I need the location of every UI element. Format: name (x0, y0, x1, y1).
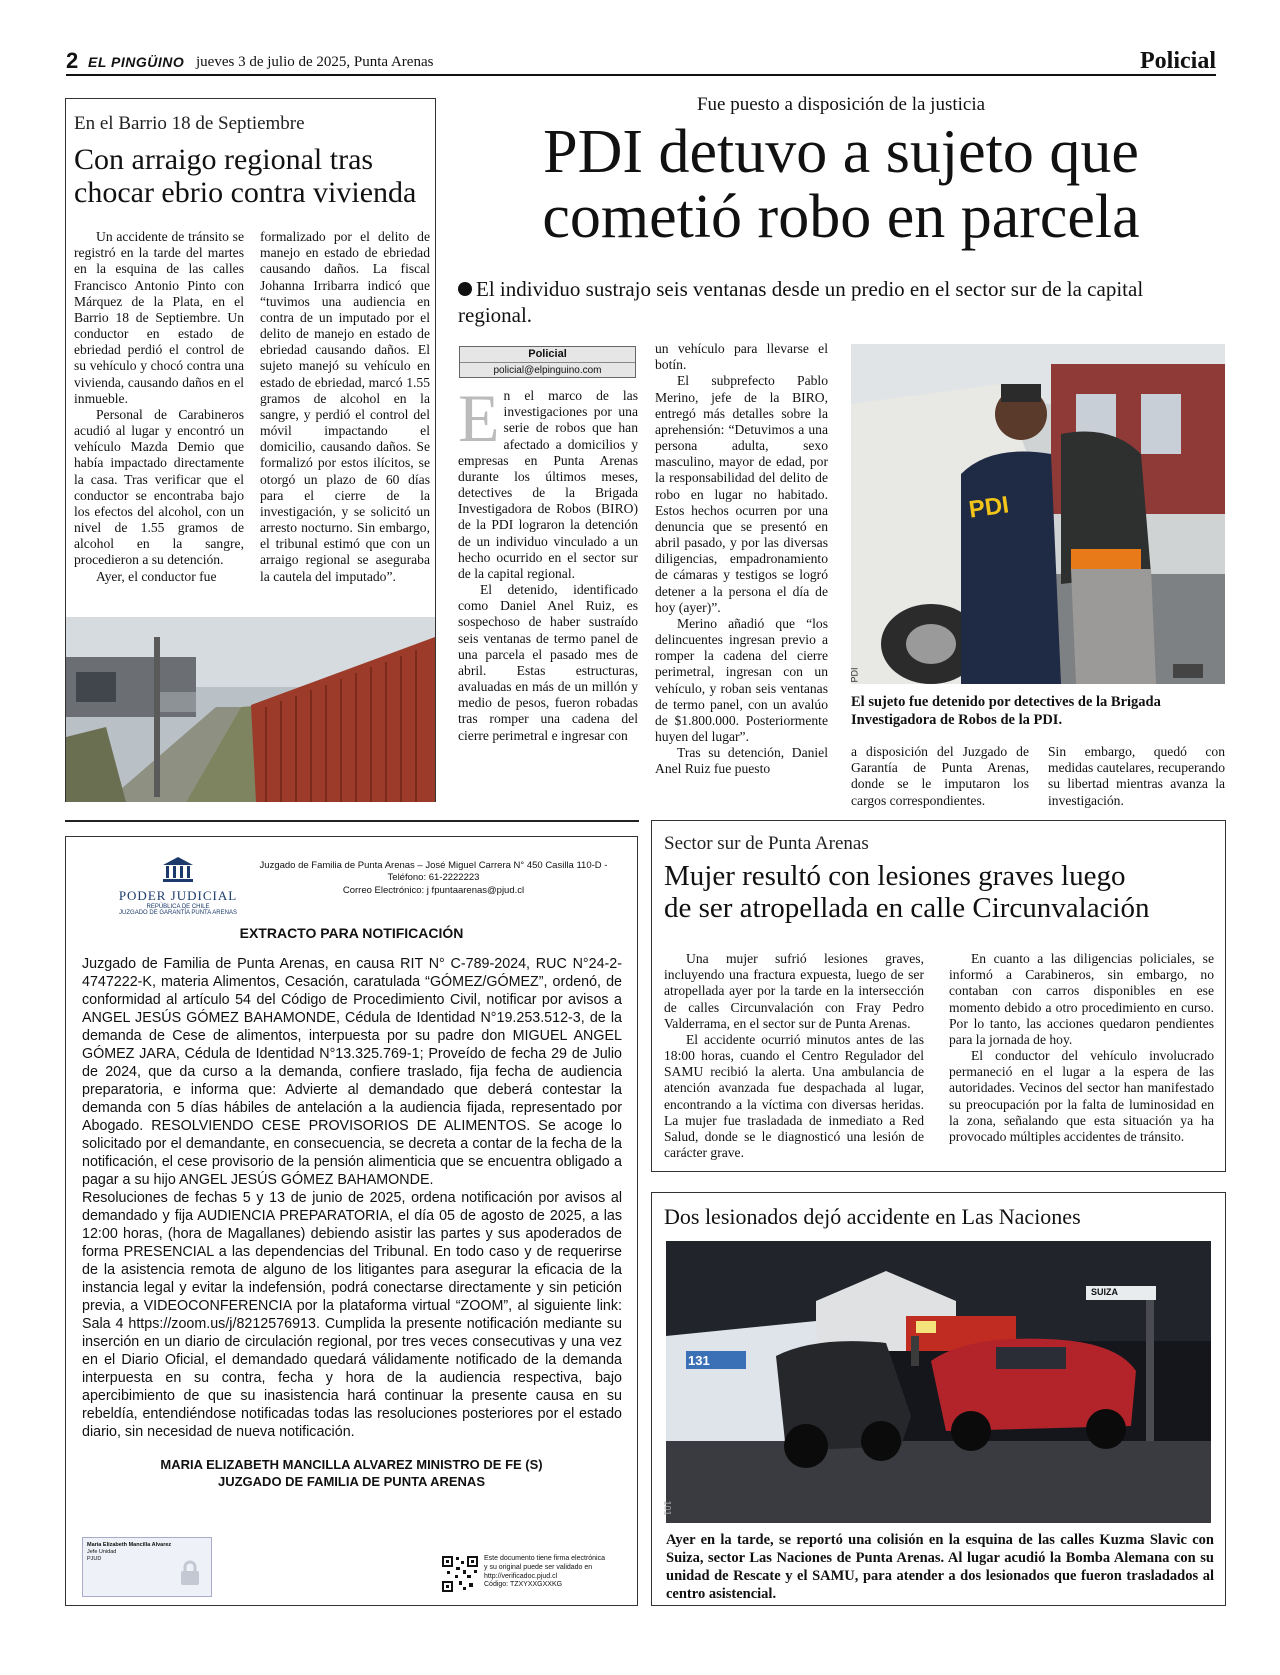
paragraph: Merino añadió que “los delincuentes ingresan previo a romper la cadena del cierre perimetral, ingresan con un vehículo, y roban seis ventanas de termo panel, con un avalúo de $1.800.000. Posteriormente huyen del lugar”. (655, 615, 828, 745)
e-signature-stamp (82, 1537, 212, 1597)
main-kicker: Fue puesto a disposición de la justicia (696, 94, 986, 115)
paragraph: formalizado por el delito de manejo en estado de ebriedad causando daños. La fiscal Johanna Irribarra indicó que “tuvimos una audiencia en contra de un imputado por el delito de manejo en estado de ebriedad causando daños. El sujeto manejó su vehículo en estado de ebriedad, marcó 1.55 gramos de alcohol en la sangre, y perdió el control del móvil impactando el domicilio, causando daños. Se formalizó por estos ilícitos, se otorgó un plazo de 60 días para el cierre de la investigación, y se solicitó un arresto nocturno. Sin embargo, el tribunal estimó que con un arraigo regional se aseguraba la cautela del imputado”. (260, 229, 430, 584)
article-column (655, 341, 828, 778)
photo-credit: 101 (662, 1500, 673, 1516)
paragraph: En cuanto a las diligencias policiales, se informó a Carabineros, sin embargo, no contaban con carros disponibles en ese momento debido a otro procedimiento en curso. Por lo tanto, las acciones quedaron pendientes para la jornada de hoy. (949, 951, 1214, 1047)
paragraph: un vehículo para llevarse el botín. (655, 341, 828, 373)
collision-illustration (666, 1241, 1211, 1523)
paragraph: Una mujer sufrió lesiones graves, incluyendo una fractura expuesta, luego de ser atropellada ayer por la tarde en la intersección de calles Circunvalación con Fray Pedro Valderrama, en el sector sur de Punta Arenas. (664, 951, 924, 1031)
byline-box (459, 346, 636, 378)
notice-signature (66, 1457, 637, 1491)
pdi-jacket-label: PDI (967, 491, 1011, 524)
paragraph: Personal de Carabineros acudió al lugar y encontró un vehículo Mazda Demio que había impactado directamente la casa. Tras verificar que el conductor se encontraba bajo los efectos del alcohol, con un nivel de 1.55 gramos de alcohol en la sangre, procedieron a su detención. (74, 406, 244, 568)
lead-text: El individuo sustrajo seis ventanas desde un predio en el sector sur de la capital regional. (458, 277, 1144, 328)
court-email: Correo Electrónico: j fpuntaarenas@pjud.cl (342, 884, 525, 896)
legal-notice (65, 836, 638, 1606)
bullet-icon (458, 282, 472, 296)
signature-court: JUZGADO DE FAMILIA DE PUNTA ARENAS (218, 1473, 485, 1489)
article-column (260, 229, 430, 585)
paragraph: n el marco de las investigaciones por una serie de robos que han afectado a domicilios y empresas en Punta Arenas durante los últimos meses, detectives de la Brigada Investigadora de Robos (BIRO) de la PDI lograron la detención de un individuo vinculado a un hecho ocurrido en el sector sur de la capital regional. (458, 388, 638, 581)
article-collision (651, 1192, 1226, 1606)
logo-subtitle: JUZGADO DE GARANTÍA PUNTA ARENAS (119, 910, 237, 916)
photo-credit: PDI (849, 667, 860, 683)
stamp-org: PJUD (87, 1556, 102, 1563)
date-line: jueves 3 de julio de 2025, Punta Arenas (196, 54, 434, 70)
article-headline: Dos lesionados dejó accidente en Las Naciones (664, 1204, 1081, 1229)
headline-line: Mujer resultó con lesiones graves luego (664, 860, 1126, 892)
main-headline (456, 120, 1226, 250)
verify-line: y su original puede ser validado en (484, 1563, 593, 1571)
pdi-arrest-illustration (851, 344, 1225, 684)
notice-divider (65, 820, 639, 822)
paragraph: Sin embargo, quedó con medidas cautelares, recuperando su libertad mientras avanza la investigación. (1048, 744, 1226, 808)
article-column (851, 744, 1029, 809)
headline-line: Con arraigo regional tras (74, 143, 374, 176)
courthouse-icon (161, 855, 195, 883)
house-crash-illustration (66, 617, 435, 802)
paragraph: El detenido, identificado como Daniel Anel Ruiz, es sospechoso de haber sustraído seis ventanas de termo panel de una parcela el pasado mes de abril. Estas estructuras, avaluadas en más de un millón y medio de pesos, fueron robadas tras romper una cadena del cierre perimetral e ingresar con (458, 582, 638, 743)
paragraph: a disposición del Juzgado de Garantía de Punta Arenas, donde se le imputaron los cargos correspondientes. (851, 744, 1029, 808)
main-lead (458, 276, 1178, 329)
header-rule (66, 74, 1216, 76)
byline-email: policial@elpinguino.com (493, 365, 602, 376)
logo-subtitle: REPÚBLICA DE CHILE (146, 904, 210, 910)
dropcap: E (458, 380, 500, 456)
stamp-name: Maria Elizabeth Mancilla Alvarez (87, 1542, 172, 1548)
article-column (949, 951, 1214, 1145)
verify-url: http://verificadoc.pjud.cl (484, 1572, 558, 1580)
article-headline (74, 143, 434, 209)
signature-name: MARIA ELIZABETH MANCILLA ALVAREZ MINISTRO DE FE (S) (160, 1457, 543, 1472)
article-pedestrian (651, 820, 1226, 1172)
article-kicker: Sector sur de Punta Arenas (664, 833, 869, 854)
article-column (664, 951, 924, 1161)
notice-title: EXTRACTO PARA NOTIFICACIÓN (239, 925, 464, 941)
notice-paragraph: Juzgado de Familia de Punta Arenas, en causa RIT N° C-789-2024, RUC N°24-2-4747222-K, materia Alimentos, Cesación, caratulada “GÓMEZ/GÓMEZ”, ordenó, de conformidad al artículo 54 del Código de Procedimiento Civil, notificar por avisos a ANGEL JESÚS GÓMEZ BAHAMONDE, Cédula de Identidad N°19.253.512-3, de la demanda de Cese de alimentos, interpuesta por su padre don MIGUEL ANGEL GÓMEZ JARA, Cédula de Identidad N°13.325.769-1; Proveído de fecha 29 de Julio de 2024, que da curso a la demanda, confiere traslado, fija fecha de audiencia preparatoria, e informa que: Advierte al demandado que deberá contestar la demanda con 5 días hábiles de antelación a la audiencia fijada, representado por Abogado. RESOLVIENDO CESE PROVISORIOS DE ALIMENTOS. Se acoge lo solicitado por el demandante, en consecuencia, se decreta a contar de la fecha de la notificación, el cese provisorio de la pensión alimenticia que se encuentra obligado a pagar a su hijo ANGEL JESÚS GÓMEZ BAHAMONDE. (82, 956, 622, 1188)
notice-body (82, 955, 622, 1441)
headline-line: cometió robo en parcela (542, 183, 1140, 252)
ambulance-number: 131 (688, 1353, 710, 1368)
lock-icon (179, 1560, 201, 1586)
page-number: 2 (66, 48, 79, 73)
paragraph: El conductor del vehículo involucrado permaneció en el lugar a la espera de las autoridades. Vecinos del sector han manifestado su preocupación por la falta de luminosidad en la zona, señalando que esta situación ya ha provocado múltiples accidentes de tránsito. (949, 1048, 1214, 1144)
article-column (458, 380, 638, 744)
headline-line: chocar ebrio contra vivienda (74, 176, 417, 209)
photo-caption: Ayer en la tarde, se reportó una colisión en la esquina de las calles Kuzma Slavic con Suiza, sector Las Naciones de Punta Arenas. Al lugar acudió la Bomba Alemana con su unidad de Rescate y el SAMU, para atender a dos lesionados que fueron trasladados al centro asistencial. (666, 1532, 1214, 1603)
paragraph: Un accidente de tránsito se registró en la tarde del martes en la esquina de las calles Francisco Antonio Pinto con Márquez de la Plata, en el Barrio 18 de Septiembre. Un conductor en estado de ebriedad perdió el control de su vehículo y chocó contra una vivienda, causando daños en el inmueble. (74, 229, 244, 406)
newspaper-logo: EL PINGÜINO (88, 54, 185, 70)
stamp-role: Jefe Unidad (87, 1549, 117, 1556)
paragraph: El accidente ocurrió minutos antes de las 18:00 horas, cuando el Centro Regulador del SAMU recibió la alerta. Una ambulancia de atención avanzada fue despachada al lugar, encontrando a la víctima con diversas heridas. La mujer fue trasladada de inmediato a Red Salud, donde se le diagnosticó una lesión de carácter grave. (664, 1031, 924, 1161)
section-title: Policial (1140, 48, 1216, 74)
street-sign: SUIZA (1091, 1287, 1118, 1297)
verify-info (484, 1555, 634, 1590)
photo-caption: El sujeto fue detenido por detectives de la Brigada Investigadora de Robos de la PDI. (851, 694, 1161, 729)
verify-code: Código: TZXYXXGXXKG (484, 1581, 563, 1589)
article-column (1048, 744, 1225, 809)
byline-section: Policial (460, 347, 635, 363)
logo-title: PODER JUDICIAL (118, 888, 238, 903)
headline-line: PDI detuvo a sujeto que (543, 118, 1139, 186)
article-headline (664, 861, 1224, 925)
article-column (74, 229, 244, 585)
article-kicker: En el Barrio 18 de Septiembre (74, 113, 305, 134)
paragraph: Ayer, el conductor fue (96, 568, 217, 584)
court-phone: Teléfono: 61-2222223 (387, 872, 480, 884)
court-line: Juzgado de Familia de Punta Arenas – José Miguel Carrera N° 450 Casilla 110-D - (259, 860, 608, 871)
house-crash-photo (66, 617, 435, 802)
paragraph: Tras su detención, Daniel Anel Ruiz fue puesto (655, 745, 828, 777)
article-drunk-driver (65, 98, 436, 802)
paragraph: El subprefecto Pablo Merino, jefe de la BIRO, entregó más detalles sobre la aprehensión: “Detuvimos a una persona adulta, sexo masculino, mayor de edad, por la responsabilidad del delito de robo en lugar no habitado. Estos hechos ocurren por una denuncia que se presentó en abril pasado, y por las diversas diligencias, empadronamiento de cámaras y testigos se logró detener a la persona el día de hoy (ayer)”. (655, 373, 828, 615)
qr-code-icon (441, 1555, 479, 1593)
collision-photo (662, 1241, 1211, 1523)
headline-line: de ser atropellada en calle Circunvalación (664, 891, 1150, 924)
court-address (236, 860, 631, 897)
pdi-arrest-photo (851, 344, 1225, 684)
notice-paragraph: Resoluciones de fechas 5 y 13 de junio de 2025, ordena notificación por avisos al demandado y fija AUDIENCIA PREPARATORIA, el día 05 de agosto de 2025, a las 12:00 horas, (hora de Magallanes) debiendo asistir las partes y sus apoderados de forma PRESENCIAL a las dependencias del Tribunal. En todo caso y de requerirse de la asistencia remota de alguno de los litigantes para asegurar la eficacia de la instancia legal y evitar la indefensión, podrá conectarse directamente y sin petición previa, a VIDEOCONFERENCIA por la plataforma virtual “ZOOM”, al siguiente link: Sala 4 https://zoom.us/j/8212576913. Cumplida la presente notificación mediante su inserción en un diario de circulación regional, por tres veces consecutivas y una vez en el Diario Oficial, el demandado quedará válidamente notificado de la demanda interpuesta en su contra, fecha y hora de la audiencia respectiva, bajo apercibimiento de que su inasistencia hará continuar la presente causa en su rebeldía, entendiéndose notificadas todas las resoluciones posteriores por el estado diario, sin necesidad de nueva notificación. (82, 1190, 622, 1440)
verify-line: Este documento tiene firma electrónica (484, 1555, 606, 1562)
